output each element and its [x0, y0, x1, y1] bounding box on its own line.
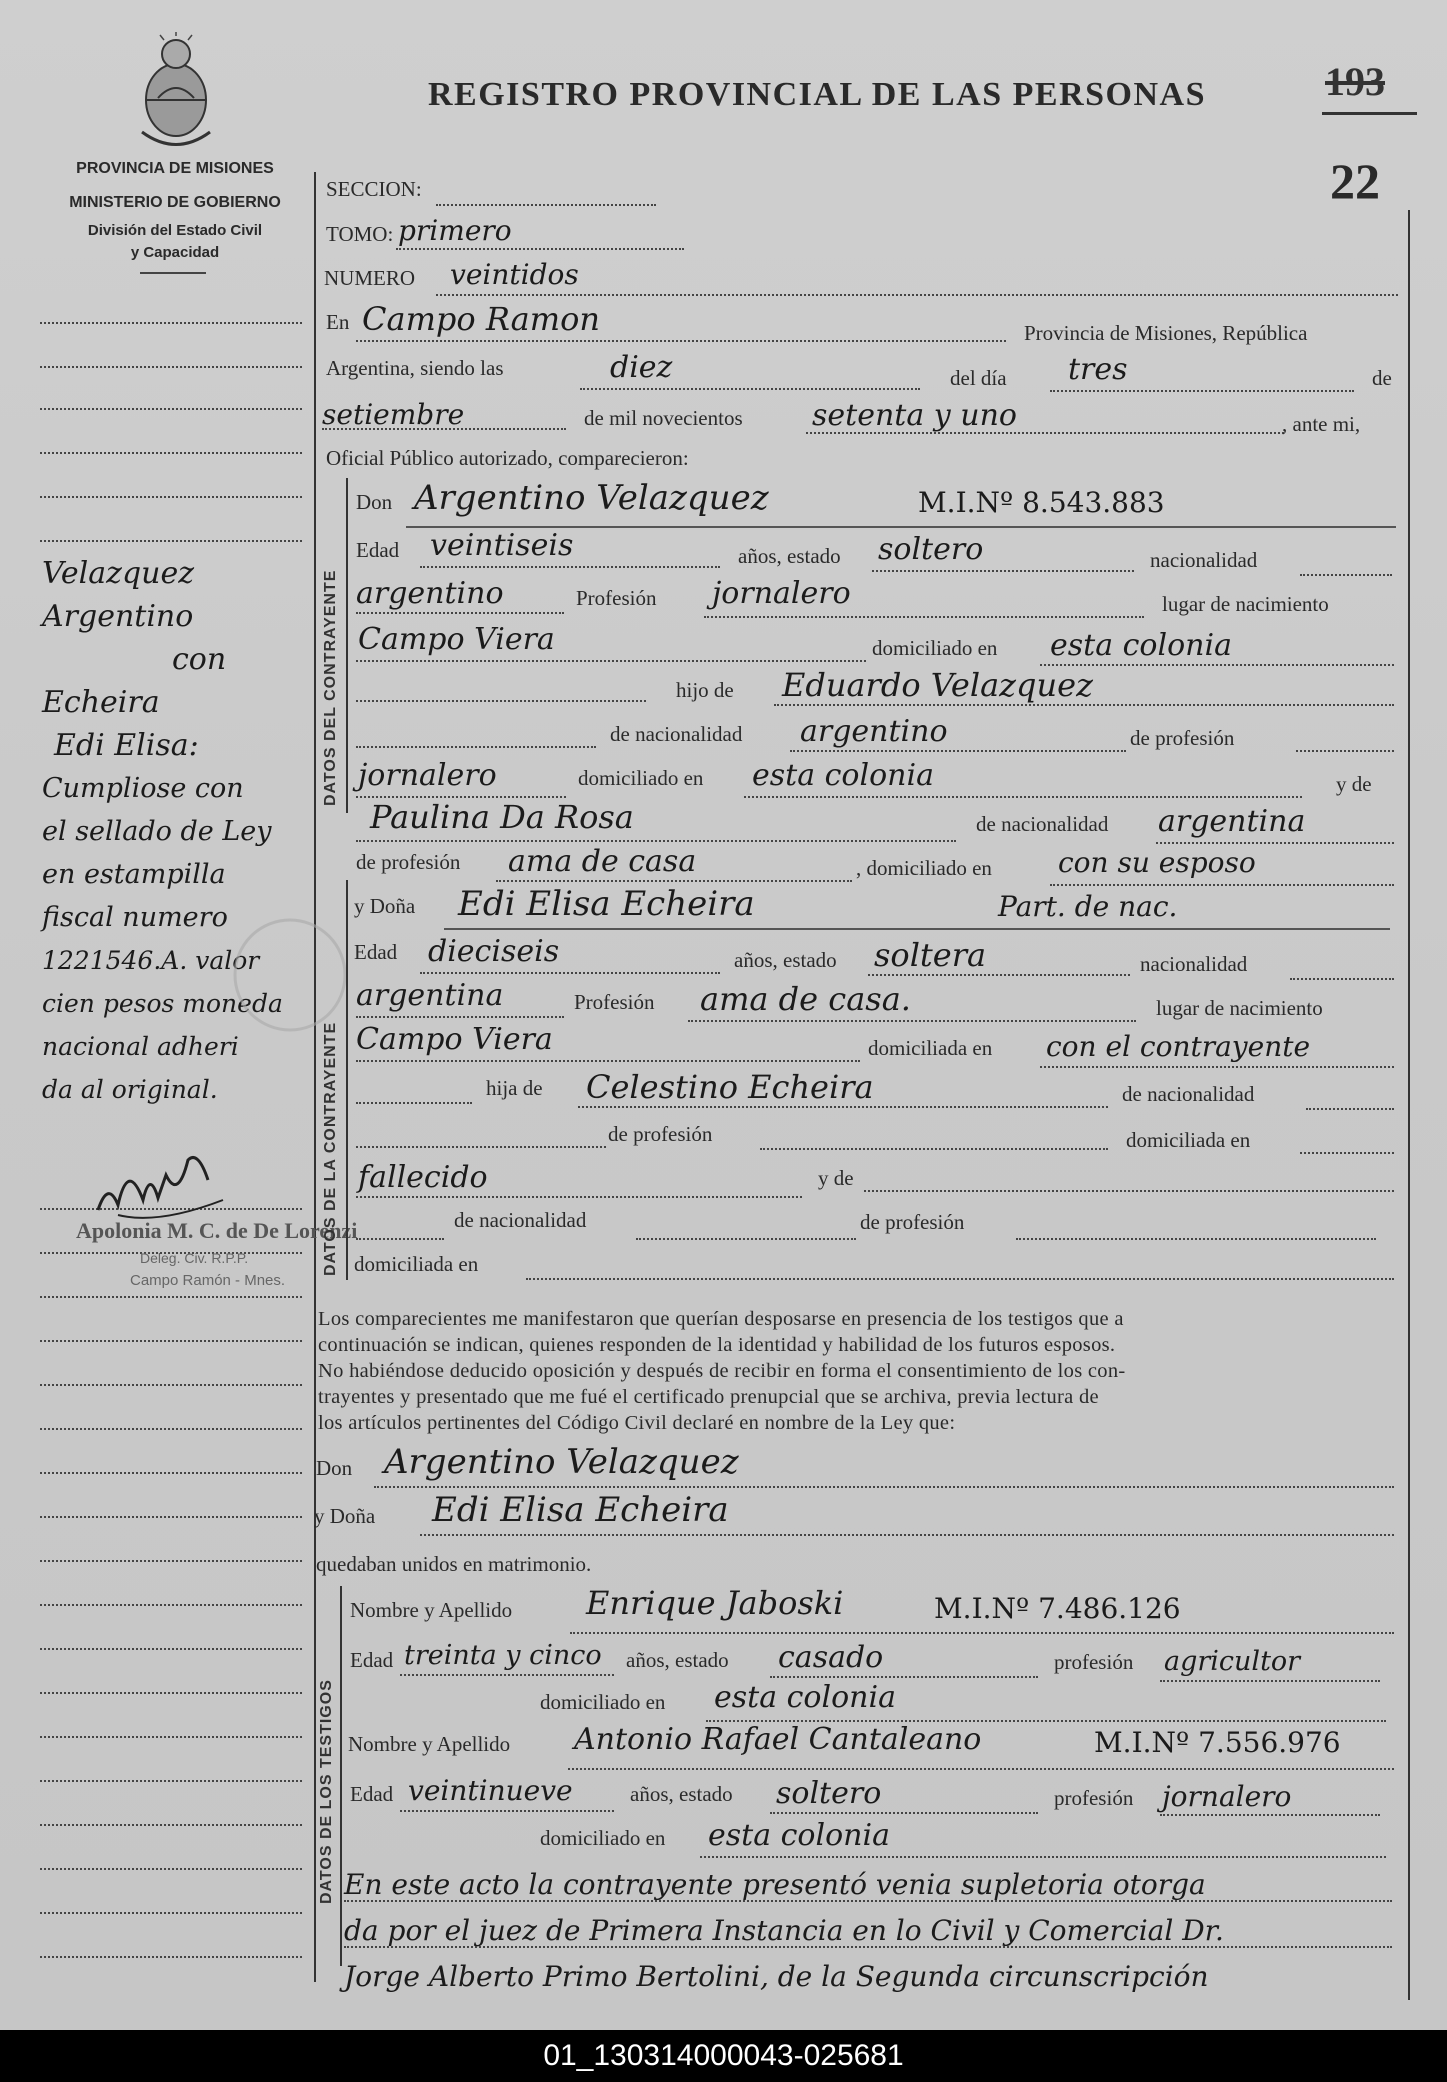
page-title: REGISTRO PROVINCIAL DE LAS PERSONAS: [428, 76, 1206, 113]
anos-estado-label: años, estado: [626, 1648, 729, 1672]
stamp-place: Campo Ramón - Mnes.: [130, 1272, 286, 1289]
y-de-label: y de: [1336, 772, 1372, 796]
profesion-label: Profesión: [574, 990, 655, 1014]
de-nacionalidad-label: de nacionalidad: [610, 722, 743, 746]
de-label: de: [1372, 366, 1392, 390]
contrayente-lugar-nac: Campo Viera: [358, 622, 555, 657]
margin-line: Argentino: [42, 599, 194, 634]
de-profesion-label: de profesión: [860, 1210, 965, 1234]
testigo2-mi: M.I.Nº 7.556.976: [1094, 1726, 1341, 1759]
section-label-contrayente: DATOS DEL CONTRAYENTE: [322, 569, 339, 806]
contrayente-profesion: jornalero: [712, 576, 851, 611]
nacionalidad-label: nacionalidad: [1140, 952, 1248, 976]
edad-label: Edad: [350, 1648, 394, 1672]
madre-domicilio: con su esposo: [1058, 846, 1256, 879]
right-border: [1408, 210, 1410, 2000]
profesion-label: profesión: [1054, 1650, 1134, 1674]
contrayenta-lugar-nac: Campo Viera: [356, 1022, 553, 1057]
contrayenta-nacionalidad: argentina: [356, 978, 504, 1013]
domiciliado-label: domiciliado en: [540, 1690, 666, 1714]
stamp-role: Deleg. Civ. R.P.P.: [140, 1250, 249, 1266]
column-divider: [314, 172, 316, 1982]
coat-of-arms-icon: [128, 32, 224, 150]
contrayente-name: Argentino Velazquez: [414, 478, 769, 518]
dona-label: y Doña: [314, 1504, 376, 1528]
annotation: [344, 1862, 1224, 2000]
contrayenta-profesion: ama de casa.: [700, 980, 911, 1018]
tomo-label: TOMO:: [326, 222, 394, 246]
place-value: Campo Ramon: [362, 300, 600, 338]
oficial-text: Oficial Público autorizado, comparecieron:: [326, 446, 689, 470]
domiciliado-label: , domiciliado en: [856, 856, 992, 880]
profesion-label: Profesión: [576, 586, 657, 610]
del-dia-label: del día: [950, 366, 1007, 390]
image-id-footer: 01_130314000043-025681: [0, 2030, 1447, 2082]
testigo2-estado: soltero: [776, 1776, 882, 1811]
provincia-text: Provincia de Misiones, República: [1024, 321, 1308, 345]
province-label: PROVINCIA DE MISIONES: [76, 160, 274, 177]
testigo1-domicilio: esta colonia: [714, 1680, 896, 1715]
margin-line: nacional adheri: [42, 1032, 239, 1061]
dia-value: tres: [1068, 352, 1128, 387]
padre-nacionalidad: argentino: [800, 714, 948, 749]
domiciliado-label: domiciliado en: [872, 636, 998, 660]
de-mil-novecientos: de mil novecientos: [584, 406, 743, 430]
tomo-value: primero: [398, 214, 512, 247]
anos-estado-label: años, estado: [738, 544, 841, 568]
margin-line: Velazquez: [42, 556, 195, 591]
testigo2-name: Antonio Rafael Cantaleano: [574, 1722, 982, 1757]
statement-line: los artículos pertinentes del Código Civil declaré en nombre de la Ley que:: [318, 1412, 956, 1434]
statement-dona-value: Edi Elisa Echeira: [432, 1490, 729, 1530]
profesion-label: profesión: [1054, 1786, 1134, 1810]
margin-line: en estampilla: [42, 859, 226, 890]
edad-label: Edad: [356, 538, 400, 562]
annotation-line: da por el juez de Primera Instancia en lo Civil y Comercial Dr.: [344, 1914, 1224, 1947]
statement-paragraph: [318, 1306, 1396, 1436]
nombre-label: Nombre y Apellido: [350, 1598, 513, 1622]
old-page-number: 193: [1325, 59, 1385, 104]
hija-de-label: hija de: [486, 1076, 543, 1100]
testigo1-mi: M.I.Nº 7.486.126: [934, 1592, 1181, 1625]
divider: [1322, 112, 1417, 115]
anos-estado-label: años, estado: [630, 1782, 733, 1806]
lugar-nac-label: lugar de nacimiento: [1156, 996, 1323, 1020]
margin-line: Edi Elisa:: [54, 728, 199, 763]
madre-profesion: ama de casa: [508, 844, 697, 879]
testigo1-edad: treinta y cinco: [404, 1640, 602, 1671]
madre-name: Paulina Da Rosa: [370, 798, 634, 836]
margin-line: Echeira: [42, 685, 160, 720]
statement-line: continuación se indican, quienes responden de la identidad y habilidad de los futuros esposos.: [318, 1334, 1116, 1356]
contrayenta-note: Part. de nac.: [998, 890, 1178, 923]
hijo-de-label: hijo de: [676, 678, 734, 702]
numero-value: veintidos: [450, 258, 579, 291]
contrayenta-padre-name: Celestino Echeira: [586, 1068, 874, 1106]
closing-text: quedaban unidos en matrimonio.: [316, 1552, 592, 1576]
padre-name: Eduardo Velazquez: [782, 666, 1093, 704]
contrayenta-estado: soltera: [874, 936, 987, 974]
annotation-line: En este acto la contrayente presentó venia supletoria otorga: [344, 1868, 1206, 1901]
testigo2-domicilio: esta colonia: [708, 1818, 890, 1853]
margin-line: el sellado de Ley: [42, 816, 272, 847]
statement-line: No habiéndose deducido oposición y después de recibir en forma el consentimiento de los con-: [318, 1360, 1126, 1382]
section-label-testigos: DATOS DE LOS TESTIGOS: [318, 1679, 335, 1904]
division-label-2: y Capacidad: [130, 244, 220, 261]
de-nacionalidad-label: de nacionalidad: [454, 1208, 587, 1232]
contrayente-nacionalidad: argentino: [356, 576, 504, 611]
stamp-name: Apolonia M. C. de De Lorenzi: [76, 1218, 358, 1243]
de-profesion-label: de profesión: [356, 850, 461, 874]
contrayente-domicilio: esta colonia: [1050, 628, 1232, 663]
division-label: División del Estado Civil: [87, 222, 263, 239]
testigo1-estado: casado: [778, 1640, 884, 1675]
ante-mi: , ante mi,: [1282, 412, 1361, 436]
domiciliada-label: domiciliada en: [1126, 1128, 1251, 1152]
contrayenta-domicilio: con el contrayente: [1046, 1030, 1311, 1063]
padre-domicilio: esta colonia: [752, 758, 934, 793]
edad-label: Edad: [354, 940, 398, 964]
numero-label: NUMERO: [324, 266, 416, 290]
anos-estado-label: años, estado: [734, 948, 837, 972]
margin-line: da al original.: [42, 1075, 218, 1104]
contrayenta-padre-status: fallecido: [358, 1160, 488, 1195]
madre-nacionalidad: argentina: [1158, 804, 1306, 839]
margin-line: con: [172, 642, 227, 677]
hora-value: diez: [610, 350, 673, 385]
nacionalidad-label: nacionalidad: [1150, 548, 1258, 572]
contrayente-edad: veintiseis: [430, 528, 574, 563]
argentina-siendo: Argentina, siendo las: [326, 356, 504, 380]
nombre-label: Nombre y Apellido: [348, 1732, 511, 1756]
de-nacionalidad-label: de nacionalidad: [976, 812, 1109, 836]
don-label: Don: [316, 1456, 353, 1480]
ministry-label: MINISTERIO DE GOBIERNO: [69, 194, 281, 211]
testigo2-profesion: jornalero: [1162, 1780, 1292, 1813]
don-label: Don: [356, 490, 393, 514]
contrayenta-edad: dieciseis: [428, 934, 560, 969]
padre-profesion: jornalero: [358, 758, 497, 793]
statement-don-value: Argentino Velazquez: [384, 1442, 739, 1482]
dona-label: y Doña: [354, 894, 416, 918]
de-profesion-label: de profesión: [608, 1122, 713, 1146]
contrayente-mi: M.I.Nº 8.543.883: [918, 486, 1165, 519]
margin-line: Cumpliose con: [42, 773, 244, 804]
margin-line: cien pesos moneda: [42, 989, 283, 1018]
testigo2-edad: veintinueve: [408, 1774, 573, 1807]
contrayente-estado: soltero: [878, 532, 984, 567]
annotation-line: Jorge Alberto Primo Bertolini, de la Segunda circunscripción: [344, 1960, 1209, 1993]
lugar-nac-label: lugar de nacimiento: [1162, 592, 1329, 616]
divider: [140, 272, 206, 274]
page-number: 22: [1330, 153, 1380, 209]
signature: [88, 1140, 238, 1230]
edad-label: Edad: [350, 1782, 394, 1806]
testigo1-name: Enrique Jaboski: [586, 1584, 844, 1622]
seccion-label: SECCION:: [326, 177, 422, 201]
contrayenta-name: Edi Elisa Echeira: [458, 884, 755, 924]
mes-value: setiembre: [322, 398, 465, 431]
section-label-contrayente-f: DATOS DE LA CONTRAYENTE: [322, 1021, 339, 1276]
en-label: En: [326, 310, 350, 334]
de-profesion-label: de profesión: [1130, 726, 1235, 750]
domiciliado-label: domiciliado en: [540, 1826, 666, 1850]
y-de-label: y de: [818, 1166, 854, 1190]
statement-line: trayentes y presentado que me fué el certificado prenupcial que se archiva, previa lectura de: [318, 1386, 1099, 1408]
statement-line: Los comparecientes me manifestaron que querían desposarse en presencia de los testigos que a: [318, 1308, 1124, 1330]
anio-value: setenta y uno: [812, 398, 1017, 433]
domiciliado-label: domiciliado en: [578, 766, 704, 790]
testigo1-profesion: agricultor: [1164, 1646, 1301, 1677]
de-nacionalidad-label: de nacionalidad: [1122, 1082, 1255, 1106]
margin-line: fiscal numero: [42, 902, 228, 933]
domiciliada-label: domiciliada en: [868, 1036, 993, 1060]
margin-line: 1221546.A. valor: [42, 946, 260, 975]
domiciliada-label: domiciliada en: [354, 1252, 479, 1276]
